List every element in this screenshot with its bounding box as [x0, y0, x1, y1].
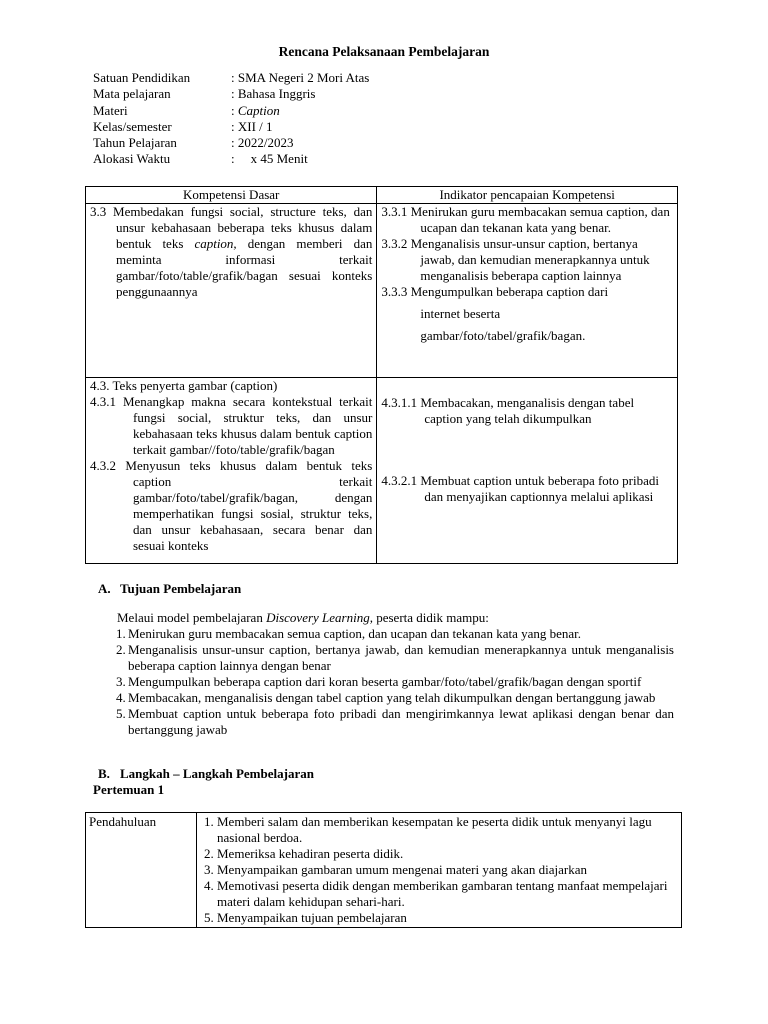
identity-value: : Caption	[231, 102, 280, 118]
identity-row	[93, 70, 369, 86]
indicator-3-3-2: 3.3.2 Menganalisis unsur-unsur caption, bertanya jawab, dan kemudian menerapkannya untuk menganalisis beberapa caption lainnya	[381, 236, 650, 283]
indicator-4-3-2-1: 4.3.2.1 Membuat caption untuk beberapa foto pribadi dan menyajikan captionnya melalui aplikasi	[381, 473, 659, 504]
kompetensi-table	[85, 186, 678, 564]
kd-3-3-cell	[86, 204, 377, 378]
langkah-table	[85, 812, 682, 928]
kd-4-3-1-text: 4.3.1 Menangkap makna secara kontekstual terkait fungsi social, struktur teks, dan unsur kebahasaan teks khusus dalam bentuk caption terkait gambar//foto/table/grafik/bagan	[90, 394, 373, 457]
objectives-list	[116, 626, 674, 738]
indikator-4-3-cell	[377, 378, 678, 564]
header-kompetensi-dasar: Kompetensi Dasar	[86, 187, 377, 204]
identity-row	[93, 103, 369, 119]
kd-4-3-2-text: 4.3.2 Menyusun teks khusus dalam bentuk teks caption terkait gambar/foto/tabel/grafik/bagan, dengan memperhatikan fungsi sosial, struktur teks, dan unsur kebahasaan, secara benar dan sesuai konteks	[90, 458, 373, 553]
identity-row	[93, 135, 369, 151]
identity-label: Alokasi Waktu	[93, 151, 171, 167]
table-row	[86, 813, 682, 928]
kd-3-3-text: 3.3 Membedakan fungsi social, structure teks, dan unsur kebahasaan beberapa teks khusus dalam bentuk teks caption, dengan memberi dan meminta informasi terkait gambar/foto/table/grafik/bagan sesuai konteks penggunaannya	[90, 204, 373, 299]
list-item: 1. Menirukan guru membacakan semua caption, dan ucapan dan tekanan kata yang benar.	[116, 626, 582, 641]
indikator-3-3-cell	[377, 204, 678, 378]
list-item: 4. Membacakan, menganalisis dengan tabel caption yang telah dikumpulkan dengan bertanggung jawab	[116, 690, 656, 705]
list-item: 1. Memberi salam dan memberikan kesempatan ke peserta didik untuk menyanyi lagu nasional berdoa.	[217, 814, 678, 846]
section-a-heading: A. Tujuan Pembelajaran	[98, 581, 242, 596]
list-item: 3. Menyampaikan gambaran umum mengenai materi yang akan diajarkan	[217, 862, 678, 878]
steps-list	[200, 814, 678, 926]
identity-block	[93, 70, 369, 168]
list-item: 2. Memeriksa kehadiran peserta didik.	[217, 846, 678, 862]
list-item: 4. Memotivasi peserta didik dengan memberikan gambaran tentang manfaat mempelajari materi dalam kehidupan sehari-hari.	[217, 878, 678, 910]
steps-cell	[197, 813, 682, 928]
identity-label: Tahun Pelajaran	[93, 135, 177, 151]
identity-value: : SMA Negeri 2 Mori Atas	[231, 70, 370, 85]
indicator-3-3-3: 3.3.3 Mengumpulkan beberapa caption dari	[381, 284, 609, 299]
identity-value: : 2022/2023	[231, 135, 294, 151]
list-item: 5. Menyampaikan tujuan pembelajaran	[217, 910, 678, 926]
identity-label: Materi	[93, 102, 128, 118]
indicator-3-3-3-cont: gambar/foto/tabel/grafik/bagan.	[420, 328, 586, 343]
list-item: 3. Mengumpulkan beberapa caption dari koran beserta gambar/foto/tabel/grafik/bagan dengan sportif	[116, 674, 642, 689]
identity-value: : x 45 Menit	[231, 151, 308, 167]
kd-4-3-text: 4.3. Teks penyerta gambar (caption)	[90, 378, 278, 393]
section-b-heading: B. Langkah – Langkah Pembelajaran	[98, 766, 314, 781]
identity-value: : Bahasa Inggris	[231, 86, 316, 102]
identity-label: Mata pelajaran	[93, 86, 171, 102]
identity-row	[93, 86, 369, 102]
document-title: Rencana Pelaksanaan Pembelajaran	[278, 44, 490, 59]
identity-value: : XII / 1	[231, 118, 273, 134]
indicator-3-3-1: 3.3.1 Menirukan guru membacakan semua caption, dan ucapan dan tekanan kata yang benar.	[381, 204, 670, 235]
indicator-3-3-3-cont: internet beserta	[420, 306, 501, 321]
stage-cell: Pendahuluan	[86, 813, 197, 928]
objectives-intro: Melaui model pembelajaran Discovery Learning, peserta didik mampu:	[117, 610, 489, 625]
kd-4-3-cell	[86, 378, 377, 564]
indicator-4-3-1-1: 4.3.1.1 Membacakan, menganalisis dengan tabel caption yang telah dikumpulkan	[381, 395, 635, 426]
table-header-row	[86, 187, 678, 204]
identity-row	[93, 151, 369, 167]
meeting-heading: Pertemuan 1	[93, 782, 165, 797]
table-row	[86, 378, 678, 564]
list-item: 2. Menganalisis unsur-unsur caption, bertanya jawab, dan kemudian menerapkannya untuk menganalisis beberapa caption lainnya dengan benar	[116, 642, 674, 673]
table-row	[86, 204, 678, 378]
list-item: 5. Membuat caption untuk beberapa foto pribadi dan mengirimkannya lewat aplikasi dengan benar dan bertanggung jawab	[116, 706, 674, 737]
identity-row	[93, 119, 369, 135]
identity-label: Satuan Pendidikan	[93, 70, 191, 85]
header-indikator: Indikator pencapaian Kompetensi	[377, 187, 678, 204]
identity-label: Kelas/semester	[93, 118, 172, 134]
